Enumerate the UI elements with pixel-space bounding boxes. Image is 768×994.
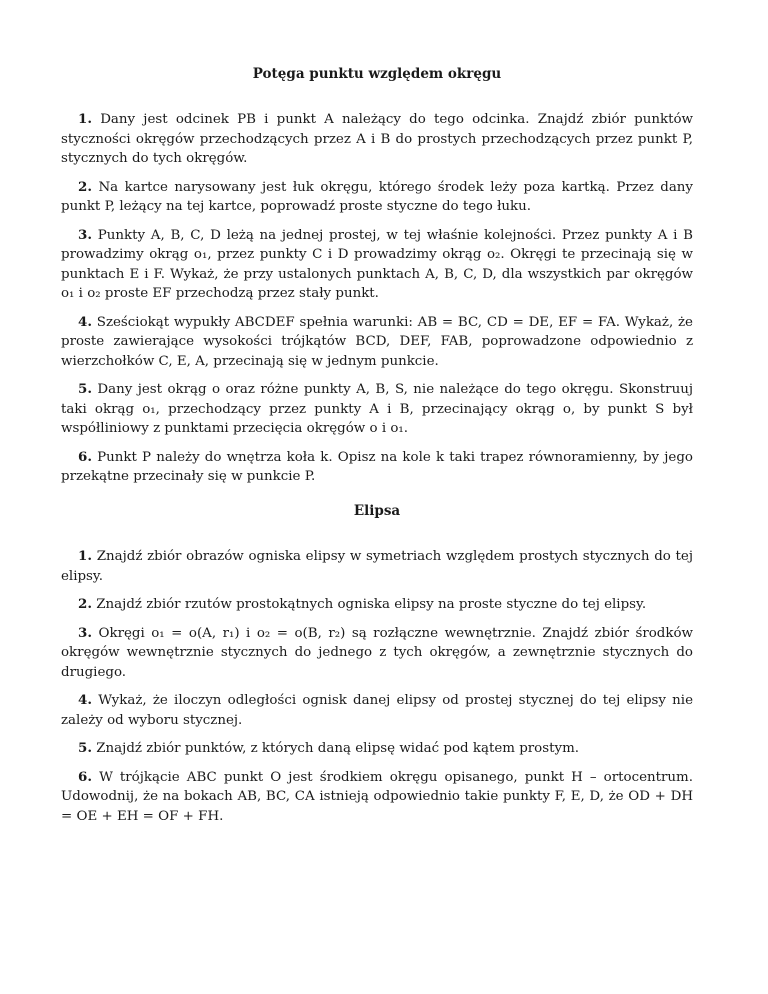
problem-number: 2. (78, 596, 92, 612)
problem-item (61, 178, 693, 217)
problem-item (61, 691, 693, 730)
problem-number: 6. (78, 768, 92, 785)
problem-text: Dany jest odcinek PB i punkt A należący do tego odcinka. Znajdź zbiór punktów styczności okręgów przechodzących przez A i B do prostych przechodzących przez punkt P, stycznych do tych okręgów. (61, 112, 693, 166)
problem-text: Sześciokąt wypukły ABCDEF spełnia warunki: AB = BC, CD = DE, EF = FA. Wykaż, że proste zawierające wysokości trójkątów BCD, DEF, FAB, poprowadzone odpowiednio z wierzchołków C, E, A, przecinają się w jednym punkcie. (61, 314, 693, 369)
problem-list-power-of-point (61, 110, 693, 496)
problem-number: 3. (78, 624, 92, 641)
problem-number: 6. (78, 448, 92, 465)
problem-item (61, 448, 693, 487)
problem-number: 3. (78, 226, 92, 243)
problem-item (61, 547, 693, 586)
problem-number: 2. (78, 178, 92, 195)
problem-text: Okręgi o₁ = o(A, r₁) i o₂ = o(B, r₂) są rozłączne wewnętrznie. Znajdź zbiór środków okręgów wewnętrznie stycznych do jednego z tych okręgów, a zewnętrznie stycznych do drugiego. (61, 625, 693, 680)
problem-list-ellipse (61, 547, 693, 835)
section-title-ellipse: Elipsa (353, 503, 401, 519)
problem-text: Punkty A, B, C, D leżą na jednej prostej, w tej właśnie kolejności. Przez punkty A i B prowadzimy okrąg o₁, przez punkty C i D prowadzimy okrąg o₂. Okręgi te przecinają się w punktach E i F. Wykaż, że przy ustalonych punktach A, B, C, D, dla wszystkich par okręgów o₁ i o₂ proste EF przechodzą przez stały punkt. (61, 227, 693, 301)
problem-text: Wykaż, że iloczyn odległości ognisk danej elipsy od prostej stycznej do tej elipsy nie zależy od wyboru stycznej. (61, 693, 693, 728)
problem-item (61, 739, 693, 759)
problem-item (61, 226, 693, 304)
problem-number: 4. (78, 313, 92, 330)
problem-item (61, 313, 693, 372)
section-title-power-of-point: Potęga punktu względem okręgu (252, 66, 502, 82)
problem-item (61, 380, 693, 439)
problem-text: Znajdź zbiór rzutów prostokątnych ogniska elipsy na proste styczne do tej elipsy. (96, 597, 647, 612)
problem-text: W trójkącie ABC punkt O jest środkiem okręgu opisanego, punkt H – ortocentrum. Udowodnij, że na bokach AB, BC, CA istnieją odpowiednio takie punkty F, E, D, że OD + DH = OE + EH = OF + FH. (61, 769, 693, 824)
problem-number: 5. (78, 381, 92, 397)
problem-number: 1. (78, 548, 92, 564)
problem-text: Punkt P należy do wnętrza koła k. Opisz na kole k taki trapez równoramienny, by jego przekątne przecinały się w punkcie P. (61, 449, 693, 484)
problem-item (61, 624, 693, 683)
problem-item (61, 595, 693, 615)
problem-item (61, 768, 693, 827)
problem-item (61, 110, 693, 169)
problem-text: Znajdź zbiór punktów, z których daną elipsę widać pod kątem prostym. (96, 741, 580, 756)
problem-text: Znajdź zbiór obrazów ogniska elipsy w symetriach względem prostych stycznych do tej elipsy. (61, 549, 693, 584)
problem-text: Dany jest okrąg o oraz różne punkty A, B, S, nie należące do tego okręgu. Skonstruuj taki okrąg o₁, przechodzący przez punkty A i B, przecinający okrąg o, by punkt S był współliniowy z punktami przecięcia okręgów o i o₁. (61, 382, 693, 436)
problem-number: 1. (78, 111, 92, 127)
problem-number: 4. (78, 692, 92, 708)
problem-text: Na kartce narysowany jest łuk okręgu, którego środek leży poza kartką. Przez dany punkt P, leżący na tej kartce, poprowadź proste styczne do tego łuku. (61, 179, 693, 214)
problem-number: 5. (78, 740, 92, 756)
